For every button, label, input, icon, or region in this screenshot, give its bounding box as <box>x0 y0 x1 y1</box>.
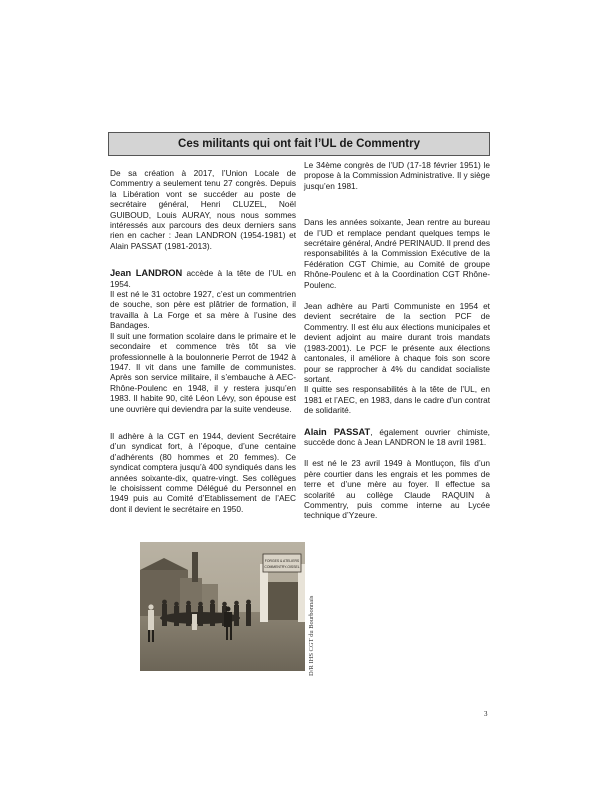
right-column <box>304 160 490 532</box>
factory-gate-photo <box>140 542 305 671</box>
left-column <box>110 168 296 525</box>
page-number: 3 <box>484 710 488 718</box>
landron-heading-paragraph <box>110 268 296 289</box>
gate-sign-line2: COMMENTRY-OISSEL <box>264 565 300 569</box>
landron-heading-text: accède à la tête de l’UL en 1954. <box>110 268 296 289</box>
landron-name: Jean LANDRON <box>110 268 183 279</box>
gate-sign-line1: FORGES & ATELIERS <box>264 559 300 563</box>
factory-gate-photo-drawing <box>140 542 305 671</box>
passat-heading-text: , également ouvrier chimiste, succède donc à Jean LANDRON le 18 avril 1981. <box>304 426 490 447</box>
article-title: Ces militants qui ont fait l’UL de Commentry <box>108 132 490 156</box>
landron-cgt-paragraph: Il adhère à la CGT en 1944, devient Secrétaire d’un syndicat fort, à l’époque, d’une centaine d’adhérents (80 hommes et 20 femmes). Ce syndicat comptera jusqu’à 400 syndiqués dans les années soixante-dix, quatre-vingt. Ses collègues le choisissent comme Délégué du Personnel en 1949 puis au Comité d’Etablissement de l’AEC dont il devient le secrétaire en 1950. <box>110 430 296 514</box>
landron-birth-paragraph: Il est né le 31 octobre 1927, c’est un commentrien de souche, son père est plâtrier de formation, il travailla à La Forge et sa mère à l’usine des Bandages. <box>110 289 296 331</box>
ud-bureau-paragraph: Dans les années soixante, Jean rentre au bureau de l’UD et remplace pendant quelques temps le secrétaire général, André PERINAUD. Il prend des responsabilités à la Commission Exécutive de la Fédération CGT Chimie, au Comité de groupe Rhône-Poulenc et à la Coordination CGT Rhône-Poulenc. <box>304 217 490 290</box>
photo-credit <box>308 536 318 676</box>
passat-birth-paragraph: Il est né le 23 avril 1949 à Montluçon, fils d’un père courtier dans les engrais et les pommes de terre et d’une mère au foyer. Il effectue sa scolarité au collège Claude RAQUIN à Commentry, puis comme interne au Lycée technique d’Yzeure. <box>304 458 490 521</box>
quit-paragraph: Il quitte ses responsabilités à la tête de l’UL, en 1981 et l’AEC, en 1983, dans le cadre d’un contrat de solidarité. <box>304 384 490 416</box>
intro-paragraph: De sa création à 2017, l’Union Locale de Commentry a seulement tenu 27 congrès. Depuis la Libération vont se succéder au poste de secrétaire général, Henri CLUZEL, Noël GUIBOUD, Louis AURAY, nous nous sommes intéressés aux parcours des deux derniers sans rien en cacher : Jean LANDRON (1954-1981) et Alain PASSAT (1981-2013). <box>110 168 296 251</box>
passat-name: Alain PASSAT <box>304 426 371 437</box>
pcf-paragraph: Jean adhère au Parti Communiste en 1954 et devient secrétaire de la section PCF de Commentry. Il est élu aux élections municipales et devient adjoint au maire durant trois mandats (1983-2001). Le PCF le présente aux élections cantonales, il améliore à chaque fois son score pour se rapprocher à 4% du candidat socialiste sortant. <box>304 301 490 384</box>
passat-heading-paragraph <box>304 427 490 448</box>
landron-career-paragraph: Il suit une formation scolaire dans le primaire et le secondaire et commence très tôt sa vie professionnelle à la boulonnerie Perrot de 1942 à 1947. Il vit dans une famille de communistes. Après son service militaire, il s’embauche à AEC-Rhône-Poulenc en 1948, il y restera jusqu’en 1983. Il habite 90, cité Léon Lévy, son épouse est une ouvrière qui deviendra par la suite vendeuse. <box>110 330 296 414</box>
photo-credit-text: D/R IHS CGT du Bourbonnais <box>308 595 315 676</box>
ud-congress-paragraph: Le 34ème congrès de l’UD (17-18 février 1951) le propose à la Commission Administrative. Il y siège jusqu’en 1981. <box>304 160 490 191</box>
